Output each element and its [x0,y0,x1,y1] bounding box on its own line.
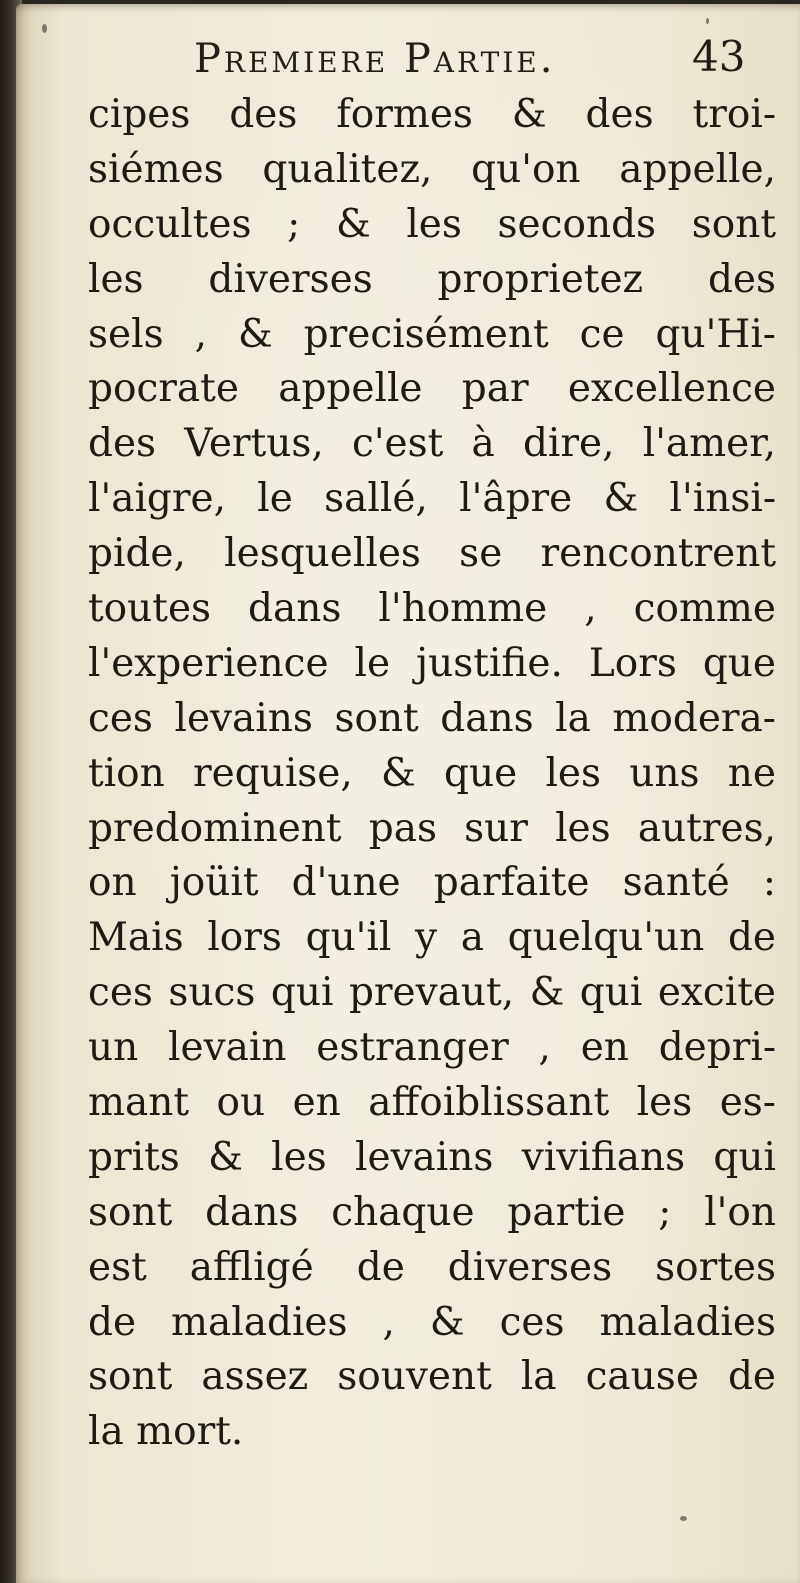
text-line: un levain estranger , en depri- [88,1025,776,1071]
text-line: tion requise, & que les uns ne [88,750,776,796]
paper-speck [680,1516,687,1521]
body-text [88,88,776,1460]
page-header [16,30,800,90]
text-line: occultes ; & les seconds sont [88,201,776,247]
text-line: les diverses proprietez des [88,256,776,302]
text-line: mant ou en affoiblissant les es- [88,1080,776,1126]
text-line: l'aigre, le sallé, l'âpre & l'insi- [88,476,776,522]
text-line: pide, lesquelles se rencontrent [88,531,776,577]
text-line: des Vertus, c'est à dire, l'amer, [88,421,776,467]
text-line: est affligé de diverses sortes [88,1244,776,1290]
text-line: on joüit d'une parfaite santé : [88,860,776,906]
text-line: de maladies , & ces maladies [88,1299,776,1345]
text-line: ces levains sont dans la modera- [88,695,776,741]
text-line: siémes qualitez, qu'on appelle, [88,146,776,192]
text-line: toutes dans l'homme , comme [88,586,776,632]
text-line-last: la mort. [88,1409,244,1455]
text-line: prits & les levains vivifians qui [88,1134,776,1180]
text-line: pocrate appelle par excellence [88,366,776,412]
text-line: cipes des formes & des troi- [88,92,776,137]
paper-speck [42,24,47,33]
text-line: sels , & precisément ce qu'Hi- [88,311,776,357]
book-page [16,4,800,1583]
running-head: Premiere Partie. [194,36,556,82]
text-line: ces sucs qui prevaut, & qui excite [88,970,776,1016]
text-line: Mais lors qu'il y a quelqu'un de [88,915,776,961]
text-line: l'experience le justifie. Lors que [88,640,776,686]
paper-speck [706,18,709,24]
text-line: sont dans chaque partie ; l'on [88,1189,776,1235]
page-number: 43 [692,32,746,81]
text-line: sont assez souvent la cause de [88,1354,776,1400]
text-line: predominent pas sur les autres, [88,805,776,851]
